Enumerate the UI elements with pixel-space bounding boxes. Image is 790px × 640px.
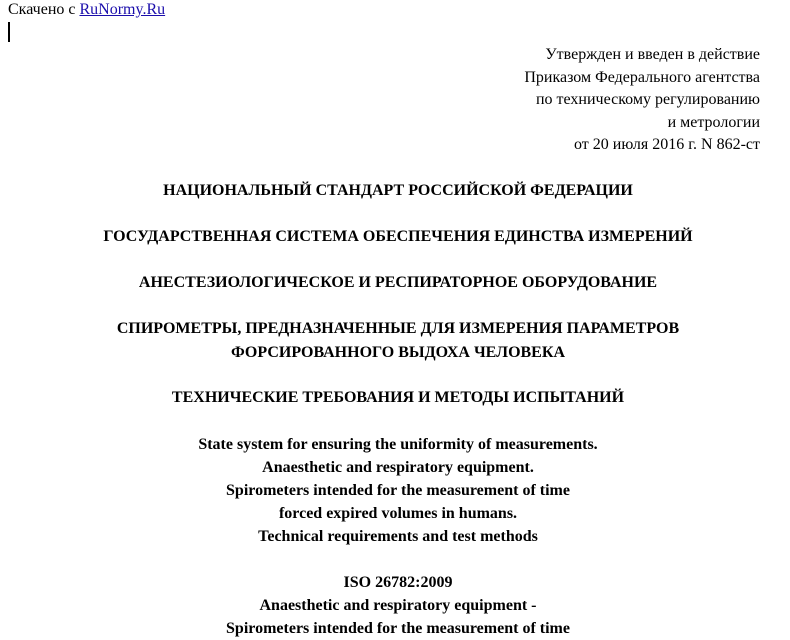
approval-line: по техническому регулированию <box>535 91 760 108</box>
runormy-link[interactable]: RuNormy.Ru <box>79 1 166 18</box>
approval-date-line: от 20 июля 2016 г. N 862-ст <box>574 136 760 153</box>
iso-title-line: Spirometers intended for the measurement of time <box>226 620 570 637</box>
english-title-line: State system for ensuring the uniformity of measurements. <box>198 436 598 453</box>
approval-line: Приказом Федерального агентства <box>524 68 760 86</box>
download-source-line <box>8 0 165 20</box>
english-title-line: Anaesthetic and respiratory equipment. <box>262 459 534 476</box>
english-title-line: Technical requirements and test methods <box>258 528 538 545</box>
download-source-prefix: Скачено с <box>8 1 80 18</box>
approval-block <box>340 44 760 157</box>
state-system-title: ГОСУДАРСТВЕННАЯ СИСТЕМА ОБЕСПЕЧЕНИЯ ЕДИНСТВА ИЗМЕРЕНИЙ <box>103 228 693 245</box>
approval-line: Утвержден и введен в действие <box>545 46 760 63</box>
equipment-title: АНЕСТЕЗИОЛОГИЧЕСКОЕ И РЕСПИРАТОРНОЕ ОБОРУДОВАНИЕ <box>138 274 658 291</box>
english-title-line: Spirometers intended for the measurement of time <box>226 482 570 499</box>
spirometers-title-line-2: ФОРСИРОВАННОГО ВЫДОХА ЧЕЛОВЕКА <box>230 344 566 361</box>
spirometers-title-line-1: СПИРОМЕТРЫ, ПРЕДНАЗНАЧЕННЫЕ ДЛЯ ИЗМЕРЕНИЯ ПАРАМЕТРОВ <box>116 320 680 337</box>
iso-title-line: Anaesthetic and respiratory equipment - <box>259 597 537 614</box>
iso-block <box>0 571 790 640</box>
requirements-title: ТЕХНИЧЕСКИЕ ТРЕБОВАНИЯ И МЕТОДЫ ИСПЫТАНИЙ <box>171 389 625 406</box>
approval-line: и метрологии <box>667 113 760 131</box>
english-title-line: forced expired volumes in humans. <box>278 505 518 522</box>
national-standard-title: НАЦИОНАЛЬНЫЙ СТАНДАРТ РОССИЙСКОЙ ФЕДЕРАЦИИ <box>163 182 633 199</box>
text-cursor <box>8 22 10 42</box>
english-title-block <box>0 433 790 548</box>
iso-code: ISO 26782:2009 <box>343 574 453 591</box>
